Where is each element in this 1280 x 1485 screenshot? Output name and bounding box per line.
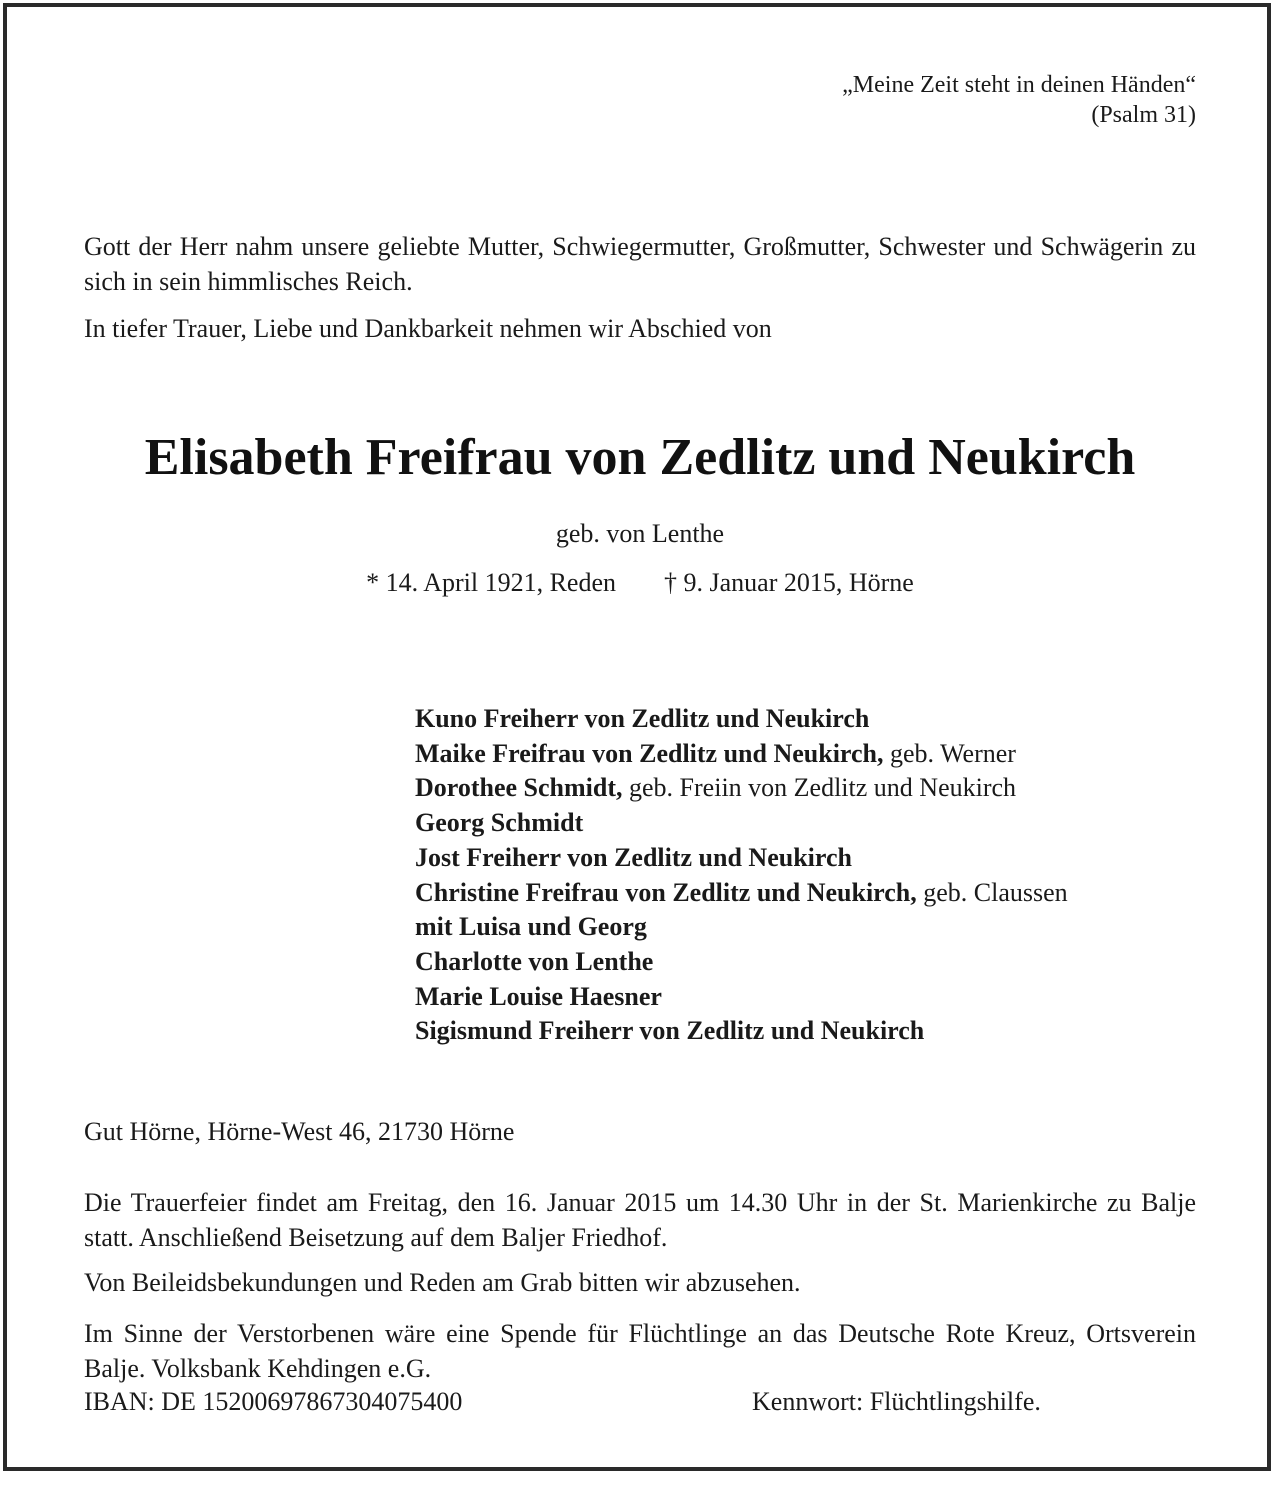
family-member: Dorothee Schmidt, geb. Freiin von Zedlitz und Neukirch [415,773,1017,803]
donation-keyword: Kennwort: Flüchtlingshilfe. [752,1387,1041,1416]
family-member: Georg Schmidt [415,808,584,838]
family-member: Charlotte von Lenthe [415,946,654,976]
life-dates [0,566,1280,600]
family-address: Gut Hörne, Hörne-West 46, 21730 Hörne [84,1117,515,1146]
family-member: mit Luisa und Georg [415,912,647,942]
family-member: Jost Freiherr von Zedlitz und Neukirch [415,842,852,872]
intro-paragraph: Gott der Herr nahm unsere geliebte Mutter, Schwiegermutter, Großmutter, Schwester und Schwägerin zu sich in sein himmlisches Reich. [84,232,1196,296]
iban: IBAN: DE 15200697867304075400 [84,1387,463,1416]
family-member: Maike Freifrau von Zedlitz und Neukirch, geb. Werner [415,738,1016,768]
birth-name: geb. von Lenthe [555,519,725,548]
psalm-quote-line: „Meine Zeit steht in deinen Händen“ [842,72,1196,98]
farewell-line: In tiefer Trauer, Liebe und Dankbarkeit nehmen wir Abschied von [84,314,772,343]
deceased-name: Elisabeth Freifrau von Zedlitz und Neukirch [144,429,1136,486]
psalm-reference: (Psalm 31) [1091,102,1196,128]
family-member: Sigismund Freiherr von Zedlitz und Neukirch [415,1016,925,1046]
family-list [415,702,1068,1049]
death-date: † 9. Januar 2015, Hörne [664,568,914,597]
birth-date: * 14. April 1921, Reden [366,568,617,597]
condolence-request: Von Beileidsbekundungen und Reden am Grab bitten wir abzusehen. [84,1268,801,1297]
psalm-quote [842,70,1196,130]
family-member: Kuno Freiherr von Zedlitz und Neukirch [415,704,870,733]
ceremony-info: Die Trauerfeier findet am Freitag, den 16. Januar 2015 um 14.30 Uhr in der St. Marienkirche zu Balje statt. Anschließend Beisetzung auf dem Baljer Friedhof. [84,1188,1196,1252]
family-member: Christine Freifrau von Zedlitz und Neukirch, geb. Claussen [415,877,1068,907]
donation-info: Im Sinne der Verstorbenen wäre eine Spende für Flüchtlinge an das Deutsche Rote Kreuz, Ortsverein Balje. Volksbank Kehdingen e.G. [84,1319,1196,1383]
family-member: Marie Louise Haesner [415,981,662,1011]
